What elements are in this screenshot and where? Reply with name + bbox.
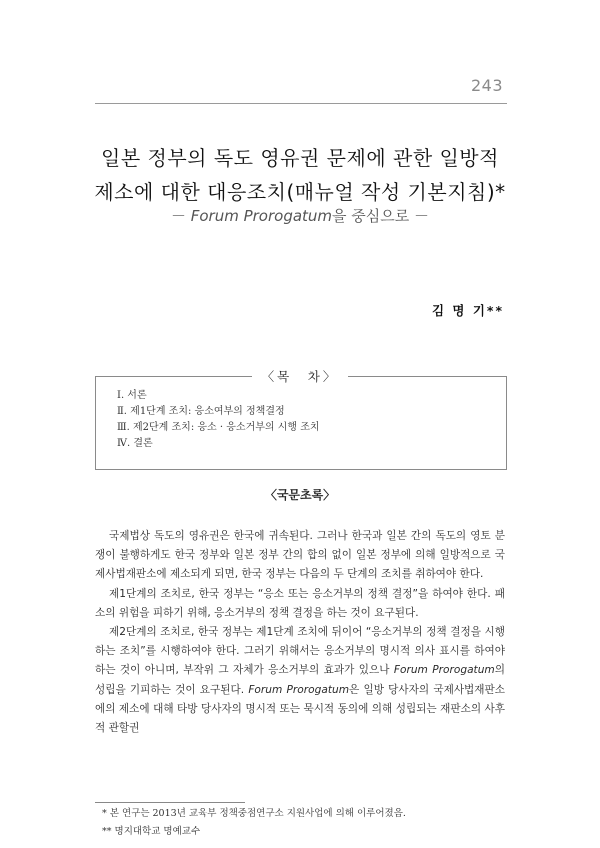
toc-title [0,367,600,385]
abstract-paragraph-2: 제1단계의 조치로, 한국 정부는 “응소 또는 응소거부의 정책 결정”을 하여야 한다. 패소의 위험을 피하기 위해, 응소거부의 정책 결정을 하는 것이 요구된다. [95,587,505,619]
toc-item: Ⅰ. 서론 [117,390,147,401]
subtitle-prefix: － [170,207,191,225]
subtitle [0,205,600,226]
paragraph-3-italic-1: Forum Prorogatum [393,664,495,677]
abstract-paragraph-3 [95,623,505,738]
footnote-2: ** 명지대학교 명예교수 [102,826,201,837]
toc-item: Ⅳ. 결론 [117,438,153,449]
toc-list [117,388,320,452]
footnotes [102,805,406,841]
title-line-2: 제소에 대한 대응조치(매뉴얼 작성 기본지침)* [94,180,506,204]
paragraph-3-italic-2: Forum Prorogatum [248,683,350,696]
paragraph-3-part-c: 은 일방 당사자의 국제사법재판소에의 제소에 대해 타방 당사자의 명시적 또는 묵시적 동의에 의해 성립되는 재판소의 사후적 관할권 [95,683,505,735]
toc-item: Ⅱ. 제1단계 조치: 응소여부의 정책결정 [117,406,285,417]
header-rule [95,103,507,104]
footnote-1: * 본 연구는 2013년 교육부 정책중점연구소 지원사업에 의해 이루어졌음. [102,808,406,819]
subtitle-suffix: 을 중심으로 － [332,207,430,225]
paragraph-3-part-b: 의 성립을 기피하는 것이 요구된다. [95,664,505,696]
footnote-rule [95,802,245,803]
author-name: 김 명 기** [431,303,504,318]
page-number: 243 [470,76,503,95]
abstract-paragraph-1: 국제법상 독도의 영유권은 한국에 귀속된다. 그러나 한국과 일본 간의 독도의 영토 분쟁이 불행하게도 한국 정부와 일본 정부 간의 합의 없이 일본 정부에 의해 일방적으로 국제사법재판소에 제소되게 되면, 한국 정부는 다음의 두 단계의 조치를 취하여야 한다. [95,530,505,581]
title-line-1: 일본 정부의 독도 영유권 문제에 관한 일방적 [101,146,499,170]
toc-title-text: 〈목 차〉 [252,369,349,384]
paragraph-3-part-a: 제2단계의 조치로, 한국 정부는 제1단계 조치에 뒤이어 “응소거부의 정책 결정을 시행하는 조치”를 시행하여야 한다. 그러기 위해서는 응소거부의 명시적 의사 표시를 하여야 하는 것이 아니며, 부작위 그 자체가 응소거부의 효과가 있으나 [95,626,505,677]
abstract-title: 〈국문초록〉 [264,488,336,502]
abstract-body [95,527,505,738]
toc-item: Ⅲ. 제2단계 조치: 응소 · 응소거부의 시행 조치 [117,422,320,433]
subtitle-italic: Forum Prorogatum [190,207,333,225]
